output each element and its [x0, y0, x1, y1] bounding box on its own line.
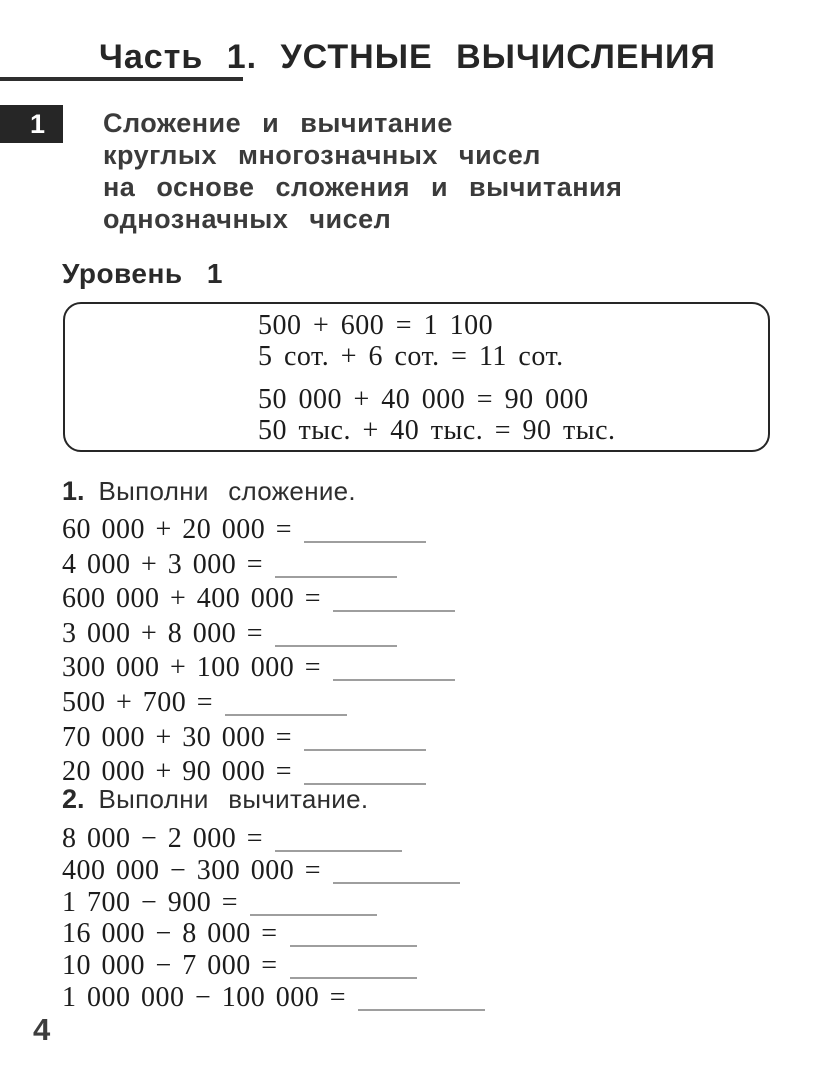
problem-row [62, 821, 485, 853]
problem-row [62, 885, 485, 917]
exercise-2-header [62, 784, 368, 815]
problem-equation: 1 000 000 − 100 000 = [62, 981, 347, 1013]
example-line: 500 + 600 = 1 100 [258, 310, 494, 341]
answer-blank[interactable] [304, 759, 426, 785]
problem-row [62, 916, 485, 948]
answer-blank[interactable] [250, 890, 377, 916]
section-number-badge [0, 105, 63, 143]
problem-row [62, 853, 485, 885]
problem-row [62, 720, 455, 755]
problem-equation: 600 000 + 400 000 = [62, 583, 322, 615]
section-heading-line: Сложение и вычитание [103, 108, 453, 138]
answer-blank[interactable] [225, 690, 347, 716]
problem-row [62, 512, 455, 547]
part-title: Часть 1. УСТНЫЕ ВЫЧИСЛЕНИЯ [99, 38, 716, 76]
page-number: 4 [33, 1012, 51, 1047]
problem-row [62, 685, 455, 720]
exercise-2-problems [62, 821, 485, 1012]
title-underline [0, 77, 243, 81]
problem-row [62, 616, 455, 651]
problem-equation: 10 000 − 7 000 = [62, 950, 278, 982]
example-line: 50 000 + 40 000 = 90 000 [258, 384, 589, 415]
problem-equation: 70 000 + 30 000 = [62, 721, 293, 753]
exercise-1-instruction: Выполни сложение. [98, 476, 356, 506]
problem-row [62, 980, 485, 1012]
problem-equation: 1 700 − 900 = [62, 886, 239, 918]
answer-blank[interactable] [304, 725, 426, 751]
problem-equation: 16 000 − 8 000 = [62, 918, 278, 950]
answer-blank[interactable] [358, 985, 485, 1011]
section-heading-line: на основе сложения и вычитания [103, 172, 623, 202]
problem-equation: 3 000 + 8 000 = [62, 617, 264, 649]
exercise-1-number: 1. [62, 476, 85, 506]
exercise-1-header [62, 476, 356, 507]
answer-blank[interactable] [290, 921, 417, 947]
exercise-2-instruction: Выполни вычитание. [98, 784, 369, 814]
answer-blank[interactable] [333, 586, 455, 612]
problem-equation: 4 000 + 3 000 = [62, 548, 264, 580]
answer-blank[interactable] [275, 826, 402, 852]
answer-blank[interactable] [333, 655, 455, 681]
problem-row [62, 948, 485, 980]
problem-equation: 8 000 − 2 000 = [62, 823, 264, 854]
problem-equation: 400 000 − 300 000 = [62, 854, 322, 886]
exercise-2-number: 2. [62, 784, 85, 814]
section-heading-line: круглых многозначных чисел [103, 140, 541, 170]
section-number: 1 [29, 108, 46, 139]
answer-blank[interactable] [333, 858, 460, 884]
example-line: 50 тыс. + 40 тыс. = 90 тыс. [258, 415, 616, 446]
problem-equation: 500 + 700 = [62, 686, 214, 718]
problem-equation: 20 000 + 90 000 = [62, 756, 293, 788]
answer-blank[interactable] [290, 953, 417, 979]
level-label: Уровень 1 [62, 258, 223, 289]
section-heading [103, 107, 622, 235]
problem-equation: 300 000 + 100 000 = [62, 652, 322, 684]
example-box-content [258, 310, 616, 446]
problem-equation: 60 000 + 20 000 = [62, 514, 293, 545]
answer-blank[interactable] [275, 552, 397, 578]
example-group-hundreds [258, 310, 616, 372]
answer-blank[interactable] [275, 621, 397, 647]
section-heading-line: однозначных чисел [103, 204, 392, 234]
problem-row [62, 547, 455, 582]
example-line: 5 сот. + 6 сот. = 11 сот. [258, 341, 564, 372]
example-group-thousands [258, 384, 616, 446]
problem-row [62, 581, 455, 616]
exercise-1-problems [62, 512, 455, 789]
answer-blank[interactable] [304, 517, 426, 543]
problem-row [62, 650, 455, 685]
